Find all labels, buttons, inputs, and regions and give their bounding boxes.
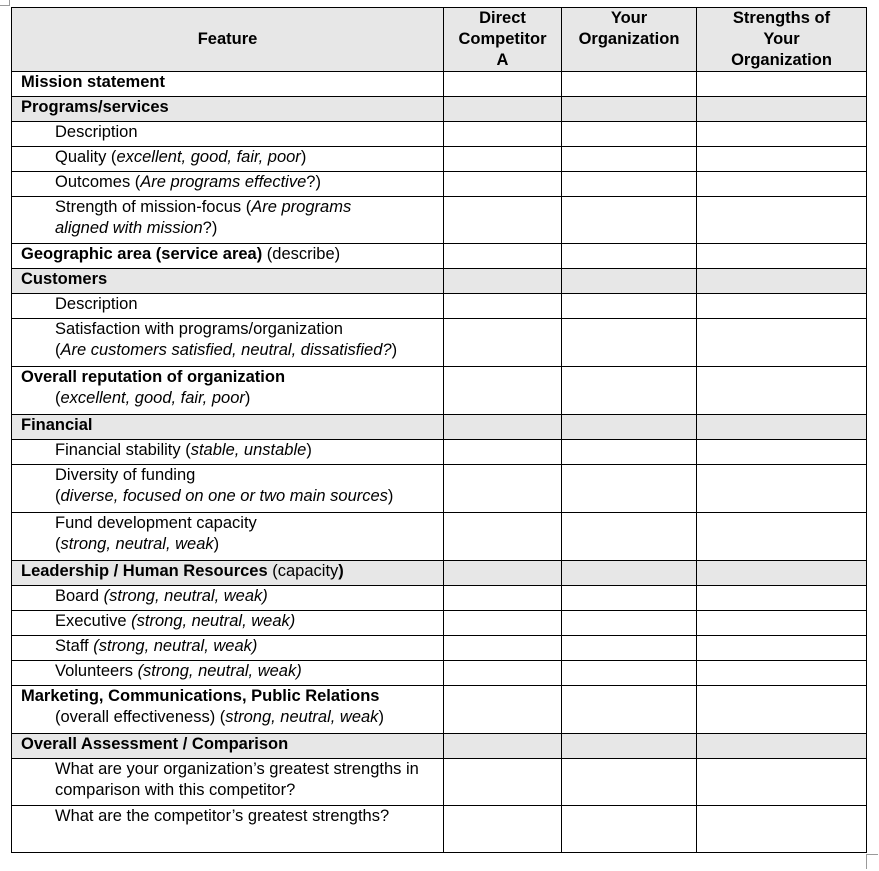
- table-row: [12, 686, 867, 734]
- table-row: [12, 269, 867, 294]
- row-customer-description: Description: [12, 294, 444, 319]
- table-row: [12, 513, 867, 561]
- cell-strengths[interactable]: [697, 122, 867, 147]
- cell-competitor[interactable]: [444, 147, 562, 172]
- table-row: [12, 319, 867, 367]
- header-your-org-line: Your: [610, 9, 648, 27]
- row-marketing: Marketing, Communications, Public Relations (overall effectiveness) (strong, neutral, weak): [12, 686, 444, 734]
- row-satisfaction: Satisfaction with programs/organization (Are customers satisfied, neutral, dissatisfied?): [12, 319, 444, 367]
- cell-strengths[interactable]: [697, 367, 867, 415]
- table-row: [12, 172, 867, 197]
- table-row: [12, 294, 867, 319]
- cell-strengths[interactable]: [697, 513, 867, 561]
- table-row: [12, 806, 867, 853]
- table-row: [12, 122, 867, 147]
- cell-your-organization[interactable]: [562, 367, 697, 415]
- cell-competitor[interactable]: [444, 244, 562, 269]
- header-strengths: [697, 8, 867, 72]
- cell-competitor[interactable]: [444, 686, 562, 734]
- cell-strengths[interactable]: [697, 661, 867, 686]
- table-row: [12, 465, 867, 513]
- row-funding-diversity: Diversity of funding (diverse, focused on one or two main sources): [12, 465, 444, 513]
- row-board: Board (strong, neutral, weak): [12, 586, 444, 611]
- cell-your-organization[interactable]: [562, 147, 697, 172]
- header-competitor-line: Direct: [479, 9, 526, 27]
- row-customers: Customers: [12, 269, 444, 294]
- header-your-org-line: Organization: [578, 30, 680, 48]
- cell-strengths[interactable]: [697, 465, 867, 513]
- cell-competitor[interactable]: [444, 319, 562, 367]
- table-row: [12, 661, 867, 686]
- row-staff: Staff (strong, neutral, weak): [12, 636, 444, 661]
- table-row: [12, 367, 867, 415]
- competitor-analysis-table: [11, 7, 867, 853]
- row-mission-focus: Strength of mission-focus (Are programs aligned with mission?): [12, 197, 444, 244]
- row-overall-reputation: Overall reputation of organization (excellent, good, fair, poor): [12, 367, 444, 415]
- header-competitor-line: A: [496, 51, 509, 69]
- table-row: [12, 147, 867, 172]
- row-question-competitor-strengths: What are the competitor’s greatest strengths?: [12, 806, 444, 853]
- cell-competitor[interactable]: [444, 367, 562, 415]
- row-programs-services: Programs/services: [12, 97, 444, 122]
- cell-competitor[interactable]: [444, 636, 562, 661]
- cell-your-organization[interactable]: [562, 294, 697, 319]
- header-competitor: [444, 8, 562, 72]
- table-row: [12, 415, 867, 440]
- cell-your-organization[interactable]: [562, 440, 697, 465]
- cell-strengths[interactable]: [697, 636, 867, 661]
- table-row: [12, 759, 867, 806]
- cell-your-organization[interactable]: [562, 172, 697, 197]
- cell-your-organization[interactable]: [562, 465, 697, 513]
- cell-competitor[interactable]: [444, 661, 562, 686]
- cell-your-organization[interactable]: [562, 759, 697, 806]
- cell-competitor[interactable]: [444, 294, 562, 319]
- cell-strengths[interactable]: [697, 172, 867, 197]
- cell-strengths[interactable]: [697, 611, 867, 636]
- table-row: [12, 440, 867, 465]
- cell-your-organization[interactable]: [562, 319, 697, 367]
- cell-strengths[interactable]: [697, 244, 867, 269]
- cell-strengths[interactable]: [697, 72, 867, 97]
- cell-your-organization[interactable]: [562, 636, 697, 661]
- cell-competitor[interactable]: [444, 122, 562, 147]
- cell-competitor[interactable]: [444, 513, 562, 561]
- row-leadership: Leadership / Human Resources (capacity): [12, 561, 444, 586]
- header-strengths-line: Strengths of: [732, 9, 831, 27]
- table-row: [12, 72, 867, 97]
- row-question-org-strengths: What are your organization’s greatest strengths in comparison with this competitor?: [12, 759, 444, 806]
- cell-competitor[interactable]: [444, 197, 562, 244]
- header-strengths-line: Your: [763, 30, 800, 48]
- header-competitor-line: Competitor: [458, 30, 547, 48]
- row-geographic-area: Geographic area (service area) (describe): [12, 244, 444, 269]
- cell-your-organization[interactable]: [562, 586, 697, 611]
- cell-competitor[interactable]: [444, 586, 562, 611]
- cell-your-organization[interactable]: [562, 122, 697, 147]
- cell-strengths[interactable]: [697, 759, 867, 806]
- cell-competitor[interactable]: [444, 440, 562, 465]
- page-corner-mark: [866, 854, 878, 869]
- row-quality: Quality (excellent, good, fair, poor): [12, 147, 444, 172]
- row-executive: Executive (strong, neutral, weak): [12, 611, 444, 636]
- row-fund-development: Fund development capacity (strong, neutral, weak): [12, 513, 444, 561]
- cell-strengths[interactable]: [697, 686, 867, 734]
- table-row: [12, 244, 867, 269]
- cell-your-organization[interactable]: [562, 611, 697, 636]
- cell-strengths[interactable]: [697, 147, 867, 172]
- row-financial: Financial: [12, 415, 444, 440]
- table-row: [12, 197, 867, 244]
- cell-strengths[interactable]: [697, 319, 867, 367]
- row-mission-statement: Mission statement: [12, 72, 444, 97]
- cell-your-organization[interactable]: [562, 244, 697, 269]
- cell-strengths[interactable]: [697, 440, 867, 465]
- cell-competitor[interactable]: [444, 72, 562, 97]
- cell-your-organization[interactable]: [562, 661, 697, 686]
- header-feature: Feature: [12, 8, 444, 72]
- header-strengths-line: Organization: [731, 51, 832, 69]
- cell-strengths[interactable]: [697, 586, 867, 611]
- page-corner-mark: [0, 0, 10, 6]
- cell-competitor[interactable]: [444, 172, 562, 197]
- table-row: [12, 636, 867, 661]
- header-row: [12, 8, 867, 72]
- cell-competitor[interactable]: [444, 465, 562, 513]
- cell-strengths[interactable]: [697, 806, 867, 853]
- cell-competitor[interactable]: [444, 759, 562, 806]
- row-program-description: Description: [12, 122, 444, 147]
- row-financial-stability: Financial stability (stable, unstable): [12, 440, 444, 465]
- cell-strengths[interactable]: [697, 197, 867, 244]
- cell-competitor[interactable]: [444, 611, 562, 636]
- cell-competitor[interactable]: [444, 806, 562, 853]
- row-outcomes: Outcomes (Are programs effective?): [12, 172, 444, 197]
- cell-your-organization[interactable]: [562, 806, 697, 853]
- cell-your-organization[interactable]: [562, 72, 697, 97]
- table-row: [12, 611, 867, 636]
- cell-your-organization[interactable]: [562, 686, 697, 734]
- table-row: [12, 586, 867, 611]
- cell-strengths[interactable]: [697, 294, 867, 319]
- table-row: [12, 734, 867, 759]
- row-volunteers: Volunteers (strong, neutral, weak): [12, 661, 444, 686]
- header-your-organization: [562, 8, 697, 72]
- table-row: [12, 561, 867, 586]
- cell-your-organization[interactable]: [562, 513, 697, 561]
- cell-your-organization[interactable]: [562, 197, 697, 244]
- row-overall-assessment: Overall Assessment / Comparison: [12, 734, 444, 759]
- table-row: [12, 97, 867, 122]
